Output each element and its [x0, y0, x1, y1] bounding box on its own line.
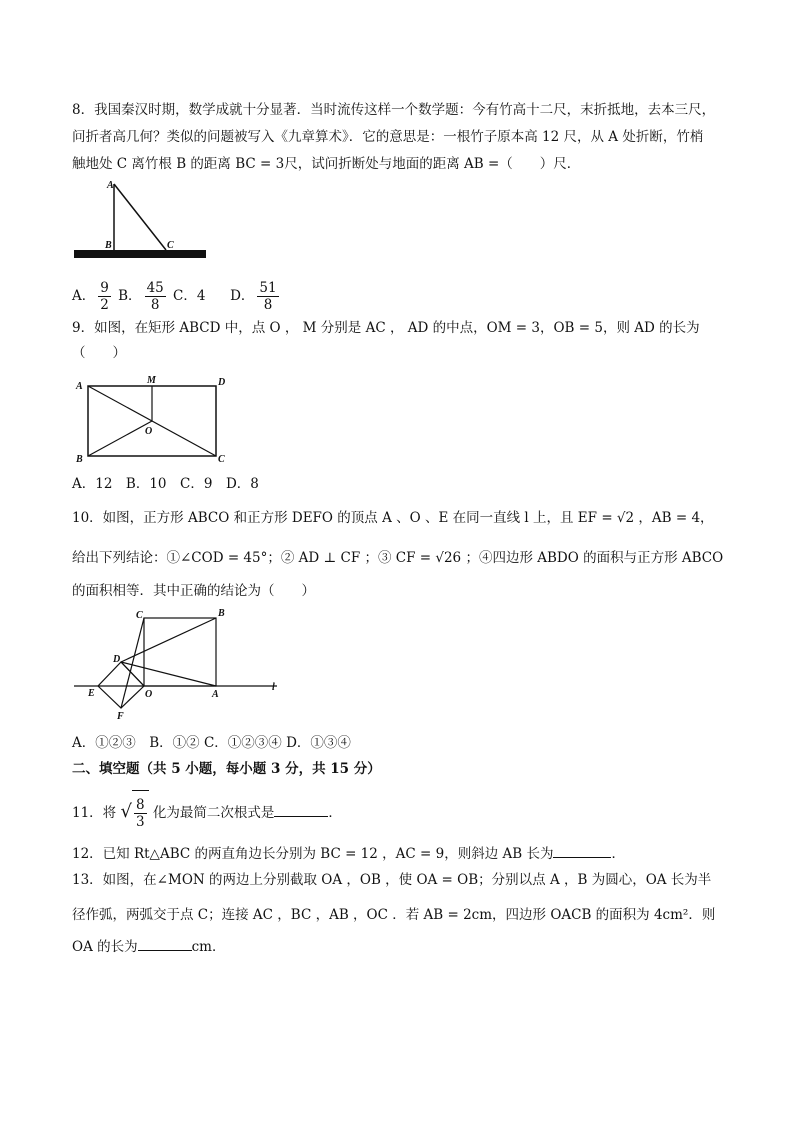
option-a-label: A． — [72, 288, 96, 304]
label-a: A — [76, 381, 83, 392]
q9-line1: 9．如图，在矩形 ABCD 中，点 O ， M 分别是 AC ， AD 的中点，OM = 3，OB = 5，则 AD 的长为 — [72, 320, 700, 336]
q9-line2: （ ） — [72, 345, 126, 361]
option-b-label: B． — [118, 288, 142, 304]
q10-line3: 的面积相等．其中正确的结论为（ ） — [72, 583, 315, 599]
option-a-fraction: $\frac{9}{2}$ — [100, 280, 109, 313]
q8-line3: 触地处 C 离竹根 B 的距离 BC = 3尺，试问折断处与地面的距离 AB =（ ）尺． — [72, 156, 581, 172]
label-l: l — [272, 682, 275, 693]
q13-suffix: cm． — [191, 939, 226, 955]
label-d: D — [218, 377, 226, 388]
q8-line1: 8．我国秦汉时期，数学成就十分显著．当时流传这样一个数学题：今有竹高十二尺，末折抵地，去本三尺， — [72, 102, 716, 118]
q12-answer-blank[interactable] — [553, 857, 611, 858]
option-b-fraction: $\frac{45}{8}$ — [146, 280, 164, 313]
segment-da — [121, 662, 216, 686]
q13-prefix: OA 的长为 — [72, 939, 138, 955]
q11-suffix: 化为最简二次根式是 — [152, 805, 275, 821]
q13-line3 — [72, 937, 225, 957]
label-a: A — [212, 689, 219, 700]
q9-options: A．12 B．10 C．9 D．8 — [72, 476, 259, 492]
label-c: C — [167, 240, 174, 251]
label-f: F — [117, 711, 124, 722]
q10-options: A．①②③ B．①② C．①②③④ D．①③④ — [72, 735, 351, 751]
label-c: C — [136, 610, 143, 621]
option-d-fraction: $\frac{51}{8}$ — [259, 280, 277, 313]
q12-line: 12．已知 Rt△ABC 的两直角边长分别为 BC = 12 ，AC = 9，则斜边 AB 长为 ． — [72, 846, 625, 862]
label-b: B — [105, 240, 112, 251]
label-b: B — [76, 454, 83, 465]
segment-ob — [88, 421, 152, 456]
q13-answer-blank[interactable] — [138, 950, 192, 951]
label-b: B — [218, 608, 225, 619]
q10-line2: 给出下列结论：①∠COD = 45°；② AD ⊥ CF ；③ CF = √26 ；④四边形 ABDO 的面积与正方形 ABCO — [72, 550, 724, 566]
segment-db — [121, 618, 216, 662]
q8-line2: 问折者高几何？类似的问题被写入《九章算术》．它的意思是：一根竹子原本高 12 尺，从 A 处折断，竹梢 — [72, 129, 704, 145]
q12-text: 12．已知 Rt△ABC 的两直角边长分别为 BC = 12 ，AC = 9，则斜边 AB 长为 — [72, 846, 554, 862]
ground — [74, 250, 206, 258]
q10-figure — [72, 604, 287, 722]
q13-line1: 13．如图，在∠MON 的两边上分别截取 OA ，OB ，使 OA = OB；分别以点 A ，B 为圆心，OA 长为半 — [72, 872, 712, 888]
label-a: A — [107, 180, 114, 191]
q11-sqrt: √ $\frac{8}{3}$ — [120, 790, 148, 835]
q9-figure — [72, 372, 232, 466]
bamboo-tip — [114, 184, 166, 250]
q11-prefix: 11．将 — [72, 805, 117, 821]
q8-figure — [72, 178, 212, 264]
square-defo — [98, 662, 144, 708]
option-d-label: D． — [230, 288, 255, 304]
section-2-title: 二、填空题（共 5 小题，每小题 3 分，共 15 分） — [72, 761, 381, 777]
option-c: C．4 — [173, 288, 206, 304]
label-o: O — [145, 689, 153, 700]
q11-answer-blank[interactable] — [274, 816, 328, 817]
label-d: D — [113, 654, 121, 665]
q8-options — [72, 276, 282, 316]
q11-line: 11．将 √ $\frac{8}{3}$ 化为最简二次根式是 ． — [72, 790, 342, 835]
segment-do — [121, 662, 144, 686]
q13-line2: 径作弧，两弧交于点 C；连接 AC ，BC ，AB ，OC ．若 AB = 2cm，四边形 OACB 的面积为 4cm²．则 — [72, 907, 716, 923]
square-abco — [144, 618, 216, 686]
label-o: O — [145, 426, 153, 437]
q10-line1: 10．如图，正方形 ABCO 和正方形 DEFO 的顶点 A 、O 、E 在同一直线 l 上，且 EF = √2 ，AB = 4， — [72, 510, 714, 526]
label-e: E — [88, 688, 95, 699]
label-m: M — [147, 375, 156, 386]
label-c: C — [218, 454, 225, 465]
